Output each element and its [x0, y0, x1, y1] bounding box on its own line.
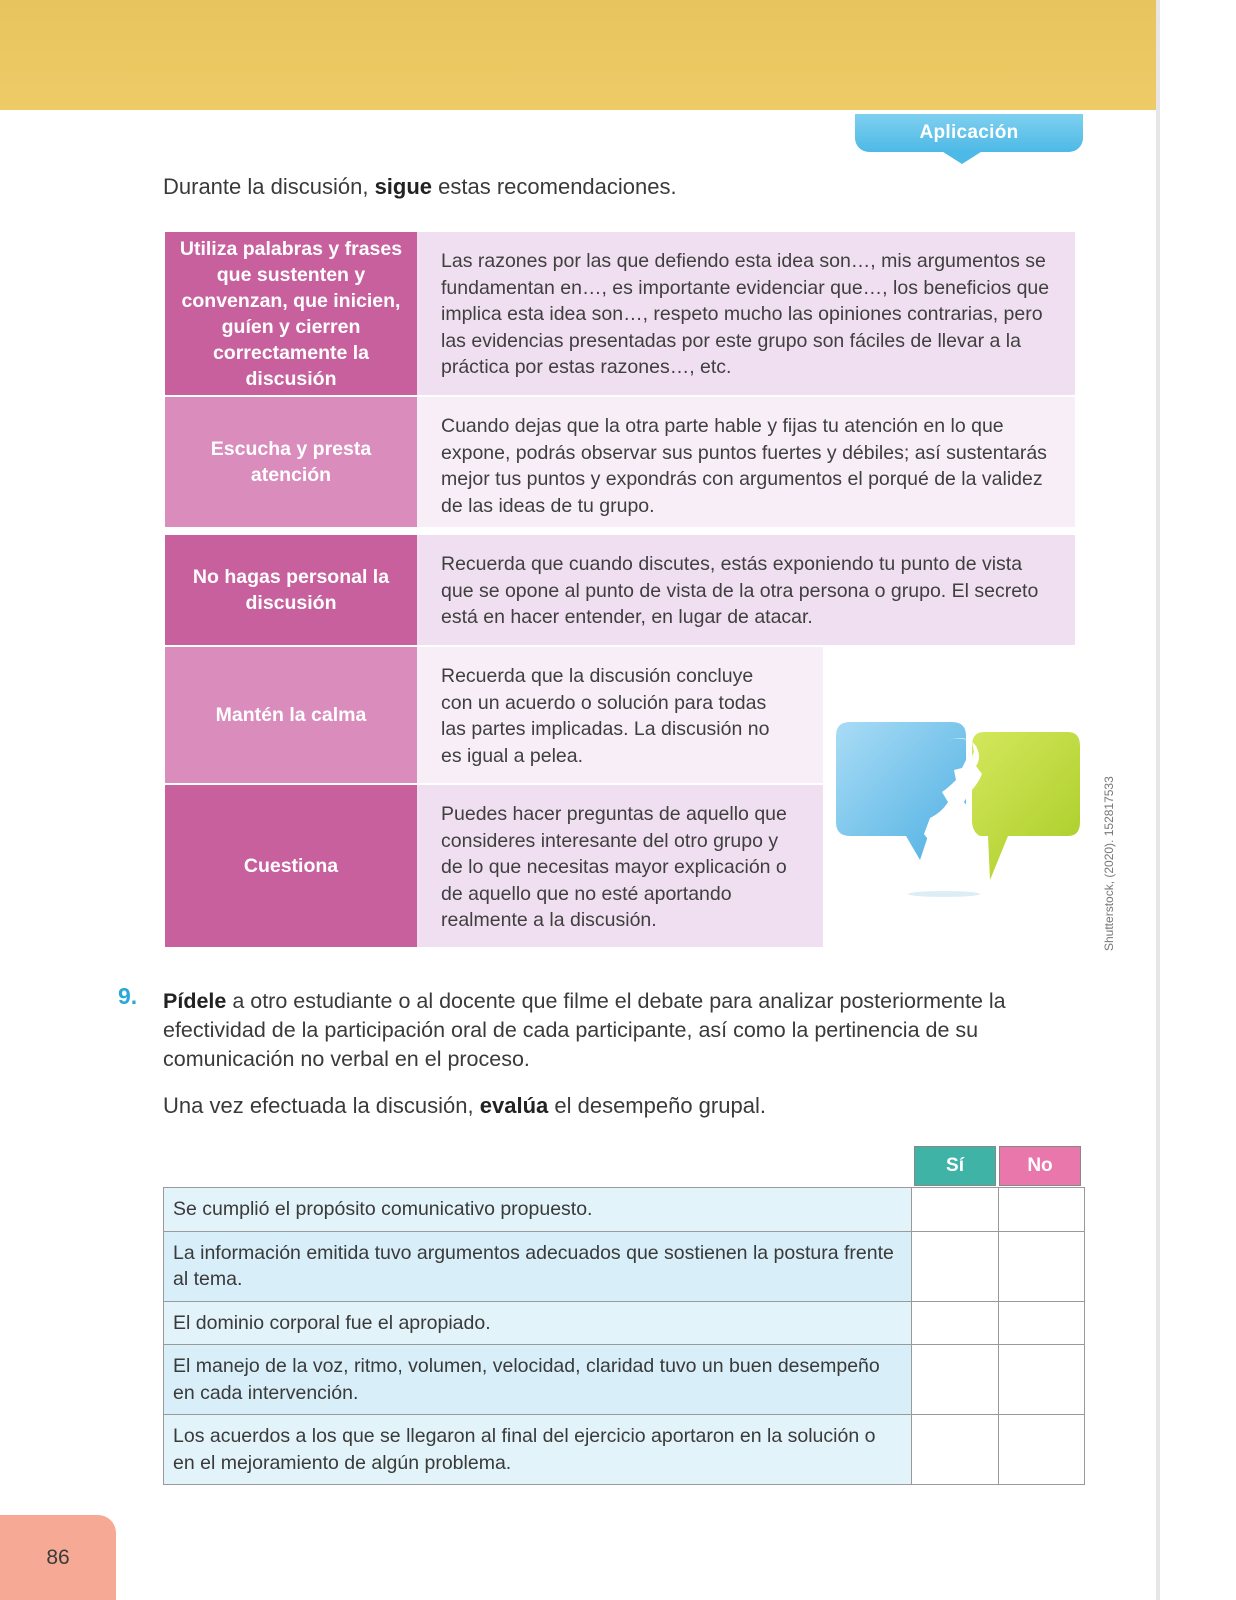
question-text: Pídele a otro estudiante o al docente que filme el debate para analizar posteriormente la efectividad de la participación oral de cada participante, así como la pertinencia de su comunicación no verbal en el proceso. [163, 989, 1006, 1071]
column-header-yes: Sí [914, 1146, 996, 1186]
recommendation-row [165, 232, 1075, 395]
header-band [0, 0, 1160, 110]
page-number: 86 [0, 1515, 116, 1600]
image-credit: Shutterstock, (2020). 152817533 [1102, 776, 1116, 951]
recommendation-row [165, 395, 1075, 527]
yes-checkbox-cell[interactable] [912, 1188, 998, 1232]
table-row [164, 1345, 1085, 1415]
recommendation-title: Escucha y presta atención [165, 397, 417, 527]
table-row [164, 1415, 1085, 1485]
question-number: 9. [118, 983, 138, 1009]
no-checkbox-cell[interactable] [998, 1415, 1084, 1485]
bubble-shadow [908, 891, 980, 897]
recommendation-text: Recuerda que la discusión concluye con un acuerdo o solución para todas las partes implicadas. La discusión no es igual a pelea. [417, 647, 823, 783]
evaluation-intro: Una vez efectuada la discusión, evalúa el desempeño grupal. [163, 1093, 766, 1118]
intro-text: Durante la discusión, sigue estas recomendaciones. [163, 174, 677, 199]
no-checkbox-cell[interactable] [998, 1345, 1084, 1415]
yes-checkbox-cell[interactable] [912, 1301, 998, 1345]
evaluation-statement: Se cumplió el propósito comunicativo propuesto. [164, 1188, 912, 1232]
chat-bubbles-illustration [832, 722, 1086, 922]
recommendation-row [165, 783, 823, 947]
recommendation-title: Utiliza palabras y frases que sustenten y convenzan, que inicien, guíen y cierren correctamente la discusión [165, 232, 417, 395]
evaluation-statement: El dominio corporal fue el apropiado. [164, 1301, 912, 1345]
recommendation-row [165, 533, 1075, 645]
recommendation-text: Cuando dejas que la otra parte hable y fijas tu atención en lo que expone, podrás observar sus puntos fuertes y débiles; así sustentarás mejor tus puntos y expondrás con argumentos el porqué de la validez de las ideas de tu grupo. [417, 397, 1075, 527]
recommendation-title: No hagas personal la discusión [165, 535, 417, 645]
table-row [164, 1231, 1085, 1301]
evaluation-statement: Los acuerdos a los que se llegaron al final del ejercicio aportaron en la solución o en el mejoramiento de algún problema. [164, 1415, 912, 1485]
evaluation-table [163, 1187, 1085, 1485]
section-tag: Aplicación [855, 114, 1083, 152]
table-row [164, 1188, 1085, 1232]
recommendation-title: Mantén la calma [165, 647, 417, 783]
no-checkbox-cell[interactable] [998, 1188, 1084, 1232]
recommendation-text: Las razones por las que defiendo esta idea son…, mis argumentos se fundamentan en…, es importante evidenciar que…, los beneficios que implica esta idea son…, respeto mucho las opiniones contrarias, pero las evidencias presentadas por este grupo son fáciles de llevar a la práctica por estas razones…, etc. [417, 232, 1075, 395]
yes-checkbox-cell[interactable] [912, 1231, 998, 1301]
evaluation-statement: El manejo de la voz, ritmo, volumen, velocidad, claridad tuvo un buen desempeño en cada intervención. [164, 1345, 912, 1415]
recommendation-title: Cuestiona [165, 785, 417, 947]
evaluation-statement: La información emitida tuvo argumentos adecuados que sostienen la postura frente al tema. [164, 1231, 912, 1301]
recommendation-row [165, 645, 823, 783]
column-header-no: No [999, 1146, 1081, 1186]
page-edge [1156, 0, 1160, 1600]
yes-checkbox-cell[interactable] [912, 1345, 998, 1415]
table-row [164, 1301, 1085, 1345]
yes-checkbox-cell[interactable] [912, 1415, 998, 1485]
recommendation-text: Puedes hacer preguntas de aquello que consideres interesante del otro grupo y de lo que necesitas mayor explicación o de aquello que no esté aportando realmente a la discusión. [417, 785, 823, 947]
no-checkbox-cell[interactable] [998, 1231, 1084, 1301]
section-tag-notch [940, 150, 984, 164]
recommendation-text: Recuerda que cuando discutes, estás exponiendo tu punto de vista que se opone al punto de vista de la otra persona o grupo. El secreto está en hacer entender, en lugar de atacar. [417, 535, 1075, 645]
no-checkbox-cell[interactable] [998, 1301, 1084, 1345]
